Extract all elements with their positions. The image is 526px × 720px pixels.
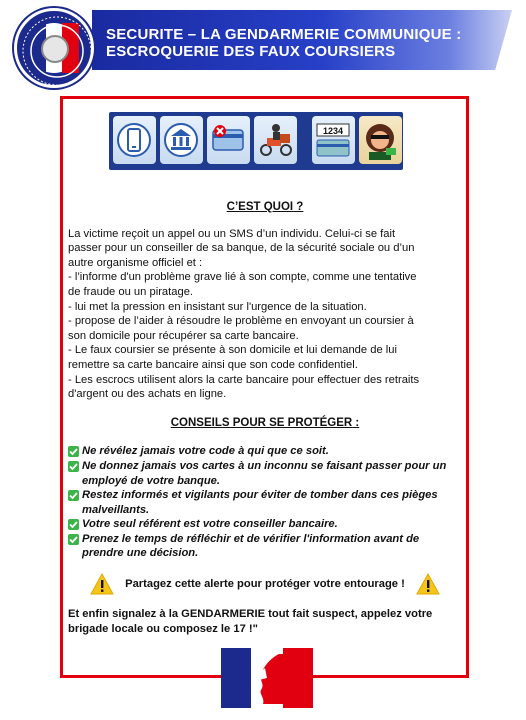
check-mark-icon [68, 461, 79, 472]
pin-code-card-icon [312, 116, 355, 164]
text-line: remettre sa carte bancaire ainsi que son code confidentiel. [68, 358, 358, 371]
list-item: Prenez le temps de réfléchir et de vérifier l'information avant de prendre une décision. [68, 532, 462, 561]
title-line-2: ESCROQUERIE DES FAUX COURSIERS [106, 43, 396, 60]
content-body [68, 200, 462, 636]
text-line: - propose de l’aider à résoudre le problème en envoyant un coursier à [68, 315, 414, 328]
title-line-1: SECURITE – LA GENDARMERIE COMMUNIQUE : [106, 26, 462, 43]
check-mark-icon [68, 446, 79, 457]
final-message: Et enfin signalez à la GENDARMERIE tout fait suspect, appelez votre brigade locale ou composez le 17 !" [68, 608, 433, 635]
check-mark-icon [68, 490, 79, 501]
delivery-scooter-icon [254, 116, 297, 164]
text-line: - Les escrocs utilisent alors la carte bancaire pour effectuer des retraits [68, 373, 420, 386]
pin-code-text: 1234 [322, 126, 344, 136]
gendarmerie-emblem-icon [14, 8, 94, 88]
section-what-body [68, 227, 462, 402]
warning-icon [90, 573, 114, 595]
text-line: - Le faux coursier se présente à son domicile et lui demande de lui [68, 344, 397, 357]
text-line: de fraude ou un piratage. [68, 285, 194, 298]
text-line: - lui met la pression en insistant sur l'urgence de la situation. [68, 300, 367, 313]
text-line: passer pour un conseiller de sa banque, de la sécurité sociale ou d’un [68, 242, 415, 255]
page-title [106, 26, 506, 60]
check-mark-icon [68, 534, 79, 545]
phone-icon [113, 116, 156, 164]
advice-list [68, 444, 462, 561]
check-mark-icon [68, 519, 79, 530]
section-what-title: C’EST QUOI ? [226, 201, 304, 213]
text-line: d'argent ou des achats en ligne. [68, 388, 227, 401]
bank-icon [160, 116, 203, 164]
text-line: - l’informe d'un problème grave lié à son compte, comme une tentative [68, 271, 417, 284]
scammer-icon [359, 116, 402, 164]
marianne-logo-icon [221, 648, 313, 708]
list-item: Ne donnez jamais vos cartes à un inconnu se faisant passer pour un employé de votre banque. [68, 459, 462, 488]
list-item: Votre seul référent est votre conseiller bancaire. [68, 517, 462, 532]
list-item: Restez informés et vigilants pour éviter de tomber dans ces pièges malveillants. [68, 488, 462, 517]
warning-icon [416, 573, 440, 595]
share-alert [68, 571, 462, 597]
share-alert-text: Partagez cette alerte pour protéger votre entourage ! [125, 578, 405, 591]
text-line: La victime reçoit un appel ou un SMS d’un individu. Celui-ci se fait [68, 227, 396, 240]
text-line: son domicile pour récupérer sa carte bancaire. [68, 329, 299, 342]
credit-card-icon [207, 116, 250, 164]
list-item: Ne révélez jamais votre code à qui que ce soit. [68, 444, 462, 459]
text-line: autre organisme officiel et : [68, 256, 203, 269]
section-advice-title: CONSEILS POUR SE PROTÉGER : [170, 416, 360, 429]
